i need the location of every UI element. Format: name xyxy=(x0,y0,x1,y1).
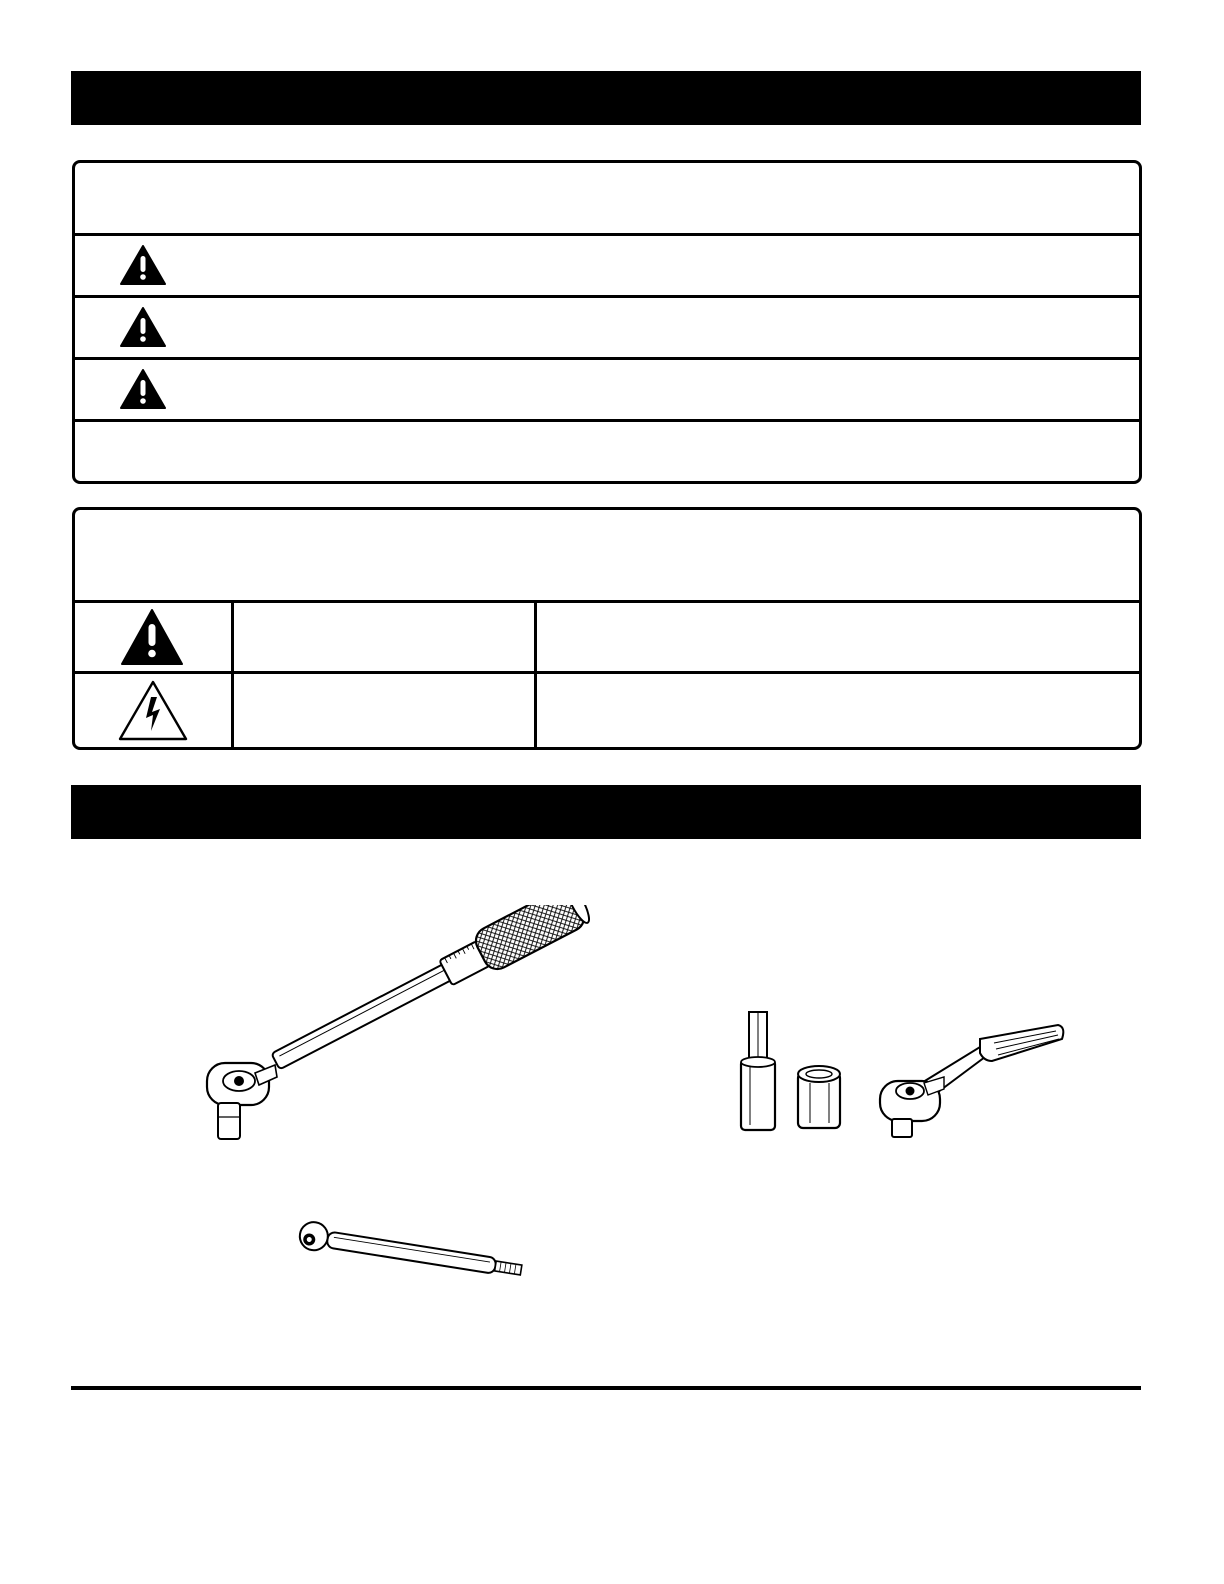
socket-ratchet-set-icon xyxy=(730,1005,1070,1145)
symbol-row xyxy=(75,671,1139,747)
section-banner-top-title xyxy=(71,71,1141,125)
warning-triangle-icon xyxy=(119,368,167,410)
signal-words-header xyxy=(75,163,1139,233)
symbol-row xyxy=(75,600,1139,671)
signal-word-row xyxy=(75,233,1139,295)
signal-words-note xyxy=(75,419,1139,481)
symbol-column-divider xyxy=(534,674,537,747)
signal-word-row xyxy=(75,295,1139,357)
signal-words-box xyxy=(72,160,1142,484)
electrical-hazard-icon xyxy=(117,679,189,743)
symbol-column-divider xyxy=(534,603,537,671)
symbol-column-divider xyxy=(231,603,234,671)
symbol-column-divider xyxy=(231,674,234,747)
warning-triangle-icon xyxy=(120,607,184,667)
torque-wrench-icon xyxy=(195,905,590,1150)
section-banner-top xyxy=(71,71,1141,125)
signal-word-row xyxy=(75,357,1139,419)
symbols-box xyxy=(72,507,1142,750)
symbols-header xyxy=(75,510,1139,600)
section-banner-tools xyxy=(71,785,1141,839)
section-banner-tools-title xyxy=(71,785,1141,839)
warning-triangle-icon xyxy=(119,244,167,286)
tire-pressure-gauge-icon xyxy=(280,1210,530,1290)
warning-triangle-icon xyxy=(119,306,167,348)
page-bottom-rule xyxy=(71,1386,1141,1390)
